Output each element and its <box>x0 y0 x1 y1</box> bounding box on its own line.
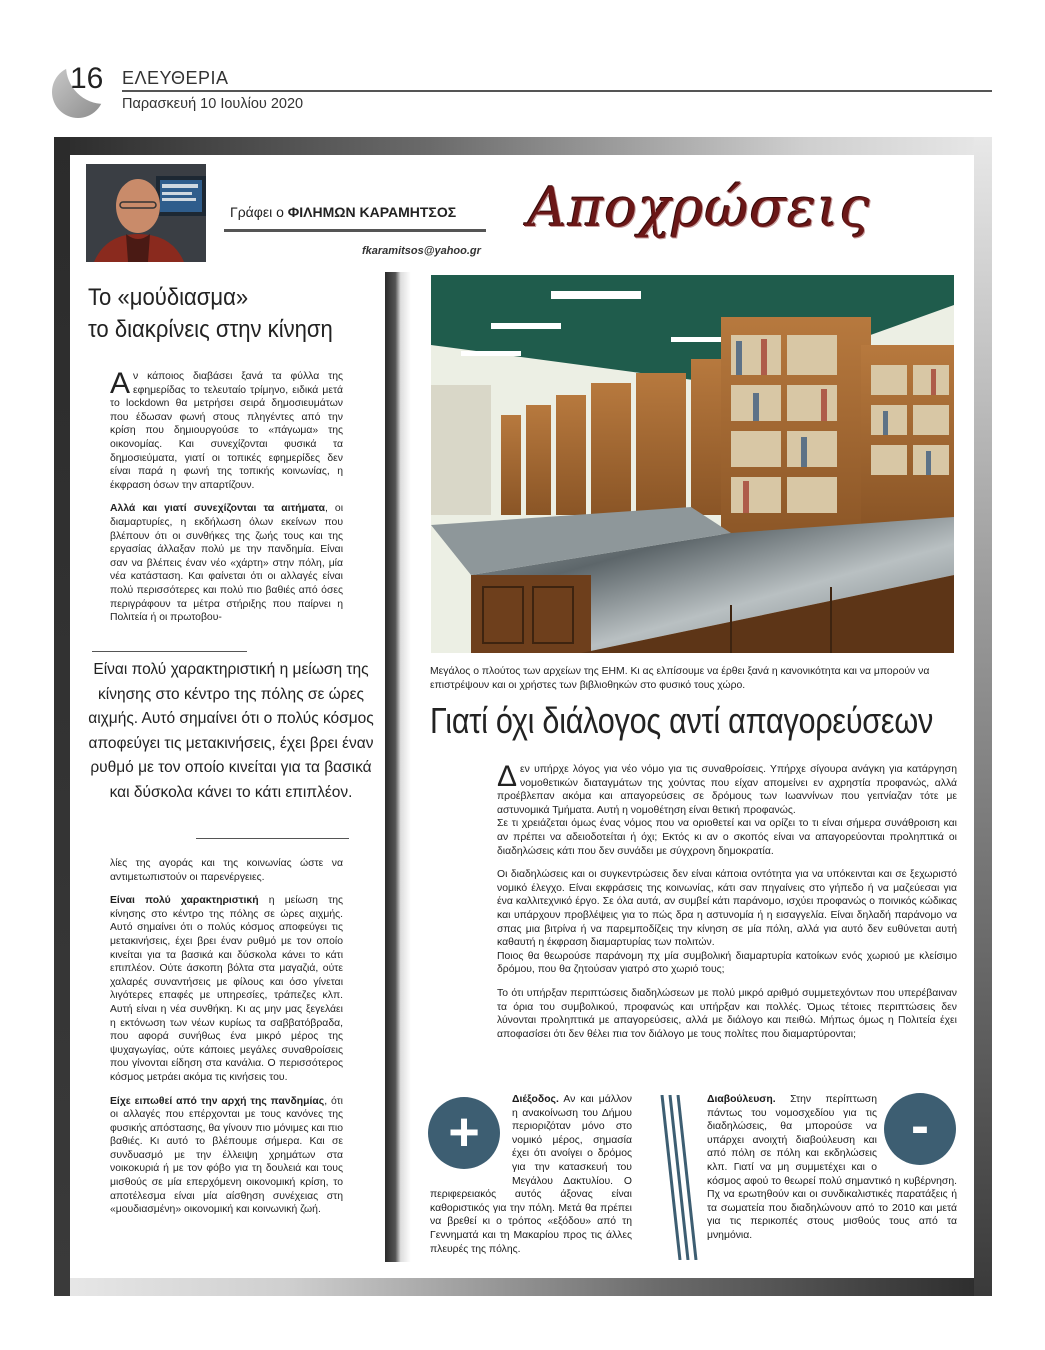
paragraph-text: , οι διαμαρτυρίες, η εκδήλωση όλων εκείνων που βλέπουν ότι οι συνθήκες της ζωής τους και της εργασίας άλλαξαν πολύ με την πανδημία. Είναι σαν να βλέπεις έναν νέο «χάρτη» στην πόλη, μία νέα κατάσταση. Και φαίνεται ότι οι αλλαγές είναι πολύ περισσότερες και πολύ πιο βαθιές από όσες περιγράφουν τα μέτρα στήριξης που παίρνει η Πολιτεία ή οι πρωτοβου- <box>110 503 343 624</box>
library-photo <box>431 275 954 653</box>
frame-top-bar <box>54 137 992 155</box>
left-article-title <box>88 282 364 346</box>
paragraph <box>110 367 343 492</box>
left-title-line-2: το διακρίνεις στην κίνηση <box>88 316 333 343</box>
left-title-line-1: Το «μούδιασμα» <box>88 284 249 311</box>
left-article-body-top <box>110 367 343 635</box>
masthead-rule <box>122 90 992 92</box>
paragraph-text: λίες της αγοράς και της κοινωνίας ώστε να αντιμετωπιστούν οι παρενέργειες. <box>110 858 343 883</box>
paragraph-text: Σε τι χρειάζεται όμως ένας νόμος που να οριοθετεί και να ορίζει το τι είναι σήμερα συνάθροιση και αν πρέπει να αδειοδοτείται ή όχι; Εκτός κι αν ο σκοπός είναι να απαγορεύονται προληπτικά οι διαδηλώσεις κάτι που δεν συνάδει με σύγχρονη δημοκρατία. <box>497 818 957 857</box>
paragraph-text: Το ότι υπήρξαν περιπτώσεις διαδηλώσεων με πολύ μικρό αριθμό συμμετεχόντων που υπερέβαιναν τα όρια του συμβολικού, προφανώς και υπήρξαν και πολλές. Όμως τέτοιες περιπτώσεις δεν λύνονται προληπτικά με απαγορεύσεις, αλλά με διάλογο και πειθώ. Μήπως όμως η Πολιτεία έχει αποφασίσει ότι δεν θέλει πια τον διάλογο με τους πολίτες που διαμαρτύρονται; <box>497 987 957 1040</box>
separator-slashes <box>660 1095 700 1260</box>
newspaper-name: ΕΛΕΥΘΕΡΙΑ <box>122 68 229 88</box>
paragraph-text: Ποιος θα θεωρούσε παράνομη πχ μία συμβολική διαμαρτυρία κατοίκων ενός χωριού με κλείσιμο δρόμου, που θα ζητούσαν γιατρό στο χωριό τους; <box>497 950 957 976</box>
drop-cap: Δ <box>497 760 518 793</box>
author-email[interactable]: fkaramitsos@yahoo.gr <box>362 245 481 257</box>
frame-left-bar <box>54 137 70 1296</box>
column-logo-text: Αποχρώσεις <box>528 176 871 239</box>
byline <box>230 204 456 220</box>
paragraph <box>110 502 343 624</box>
paragraph <box>110 1095 343 1217</box>
page-number: 16 <box>70 62 104 95</box>
main-article-title: Γιατί όχι διάλογος αντί απαγορεύσεων <box>430 700 934 741</box>
paragraph-text: η μείωση της κίνησης στο κέντρο της πόλης σε ώρες αιχμής. Αυτό σημαίνει ότι ο πολύς κόσμος αποφεύγει τις μετακινήσεις, έχει βρει έναν ρυθμό με τον οποίο κινείται για τα βασικά και δύσκολα κάνει το κάτι επιπλέον. Ούτε άσκοπη βόλτα στα μαγαζιά, ούτε χαλαρές συναντήσεις με φίλους και όσο γίνεται λιγότερες επαφές με υπηρεσίες, τράπεζες κλπ. Αυτή είναι η νέα συνθήκη. Κι ας μην μας ξεγελάει η εκτόνωση των νέων κυρίως τα σαββατόβραδα, που αφορά συνήθως ένα μικρό μέρος της ψυχαγωγίας, ούτε κάποιες μεγάλες συναθροίσεις που γίνονται είδηση στα κανάλια. Ο περισσότερος κόσμος μετράει ακόμα τις κινήσεις του. <box>110 895 343 1083</box>
column-divider <box>385 272 411 1262</box>
paragraph-lead: Είναι πολύ χαρακτηριστική <box>110 895 259 907</box>
drop-cap: Α <box>110 367 131 400</box>
paragraph <box>110 894 343 1084</box>
pro-lead: Διέξοδος. <box>512 1094 559 1105</box>
con-text: Στην περίπτωση πάντως του νομοσχεδίου για τις διαδηλώσεις, θα μπορούσε να υπάρχει ανοιχτή διαβούλευση και από πόλη σε πόλη και εκδηλώσεις κλπ. Γιατί να μη συμμετέχει και ο κόσμος αφού το θεωρεί πολύ σημαντικό η κυβέρνηση. Πχ να ερωτηθούν και οι συνδικαλιστικές παρατάξεις ή τα σωματεία που διαδηλώνουν από το 2010 και μετά για τις περικοπές στους μισθούς τους από τα μνημόνια. <box>707 1094 957 1241</box>
paragraph-text: ν κάποιος διαβάσει ξανά τα φύλλα της εφημερίδας το τελευταίο τρίμηνο, ειδικά μετά το lockdown θα μετρήσει σειρά δημοσιευμάτων που έδωσαν φωνή στους πληγέντες από την κρίση που δημιουργούσε το «πάγωμα» της οικονομίας. Και συνεχίζονται φυσικά τα δημοσιεύματα, γιατί οι τοπικές εφημερίδες δεν είναι παρά η φωνή της τοπικής κοινωνίας, η έκφραση όσων την απαρτίζουν. <box>110 371 343 491</box>
author-photo <box>86 164 206 262</box>
frame-right-bar <box>974 137 992 1296</box>
paragraph <box>497 950 957 977</box>
paragraph <box>497 868 957 950</box>
paragraph <box>497 817 957 858</box>
con-lead: Διαβούλευση. <box>707 1094 776 1105</box>
frame-bottom-bar <box>54 1278 992 1296</box>
issue-date: Παρασκευή 10 Ιουλίου 2020 <box>122 96 304 112</box>
pullquote-rule-top <box>92 651 247 652</box>
byline-rule <box>224 229 486 232</box>
pullquote-rule-bottom <box>196 838 349 839</box>
plus-symbol: + <box>448 1102 480 1162</box>
paragraph <box>497 760 957 817</box>
byline-prefix: Γράφει ο <box>230 204 288 220</box>
paragraph-lead: Είχε ειπωθεί από την αρχή της πανδημίας <box>110 1095 325 1107</box>
paragraph-text: εν υπήρχε λόγος για νέο νόμο για τις συναθροίσεις. Υπήρχε σίγουρα ανάγκη για κατάργηση νομοθετικών διαταγμάτων της χούντας που είχαν απομείνει εν αχρηστία προφανώς, αλλά προέβλεπαν ακόμα και απαγορεύσεις σε δρόμους των Ιωαννίνων που γειτνίαζαν τότε με αστυνομικά Τμήματα. Αυτή η νομοθέτηση είναι θετική προφανώς. <box>497 764 957 816</box>
minus-symbol: - <box>911 1096 929 1156</box>
pro-text: Αν και μάλλον η ανακοίνωση του Δήμου περιοριζόταν μόνο στο νομικό μέρος, σημασία έχει ότι ανοίγει ο δρόμος για την κατασκευή του Μεγάλου Δακτυλίου. Ο περιφερειακός αυτός άξονας είναι καθοριστικός για την πόλη. Μετά θα πρέπει να βρεθεί κι ο τρόπος «εξόδου» από τη Γεννηματά και τη Μακαρίου προς τις άλλες πλευρές της πόλης. <box>430 1094 632 1255</box>
author-name: ΦΙΛΗΜΩΝ ΚΑΡΑΜΗΤΣΟΣ <box>287 204 457 220</box>
pullquote: Είναι πολύ χαρακτηριστική η μείωση της κίνησης στο κέντρο της πόλης σε ώρες αιχμής. Αυτό σημαίνει ότι ο πολύς κόσμος αποφεύγει τις μετακινήσεις, έχει βρει έναν ρυθμό με τον οποίο κινείται για τα βασικά και δύσκολα κάνει το κάτι επιπλέον. <box>88 661 374 801</box>
paragraph-text: Οι διαδηλώσεις και οι συγκεντρώσεις δεν είναι κάποια οντότητα για να υπόκεινται και σε ξεχωριστό νομικό έλεγχο. Είναι εκφράσεις της κοινωνίας, κάτι σαν πηγαίνεις στο γήπεδο ή να μαζεύεσαι για ένα καλλιτεχνικό έργο. Σε όλα αυτά, αν συμβεί κάτι παράνομο, ισχύει προφανώς ο ποινικός κώδικας και υπάρχουν προβλέψεις για το πώς δρα η αστυνομία ή η εισαγγελία. Είναι δηλαδή παράνομο να σπας μια βιτρίνα ή να παρεμποδίζεις την κίνηση σε μία πόλη, αλλά για αυτό δεν ευθύνεται αυτή καθαυτή η έκφραση διαμαρτυρίας των πολιτών. <box>497 869 957 949</box>
photo-caption: Μεγάλος ο πλούτος των αρχείων της ΕΗΜ. Κι ας ελπίσουμε να έρθει ξανά η κανονικότητα και να μπορούν να επιστρέψουν και οι χρήστες των βιβλιοθηκών στο φυσικό τους χώρο. <box>430 666 930 691</box>
paragraph-lead: Αλλά και γιατί συνεχίζονται τα αιτήματα <box>110 503 325 515</box>
paragraph-text: , ότι οι αλλαγές που επέρχονται με τους κανόνες της φυσικής απόστασης, θα γίνουν πιο μόνιμες και πιο βαθιές. Κι αυτό το βλέπουμε σήμερα. Και σε συνδυασμό με την έλλειψη χρημάτων στα νοικοκυριά ή με τον φόβο για τη δουλειά και τους μισθούς σε μία επερχόμενη οικονομική κρίση, το αποτέλεσμα είναι μία αίσθηση συνέχειας στη «μουδιασμένη» οικονομική και κοινωνική ζωή. <box>110 1095 343 1216</box>
paragraph <box>497 987 957 1041</box>
column-logo <box>528 176 918 250</box>
paragraph <box>110 857 343 884</box>
main-article-body <box>497 760 957 1051</box>
left-article-body-bottom <box>110 857 343 1227</box>
